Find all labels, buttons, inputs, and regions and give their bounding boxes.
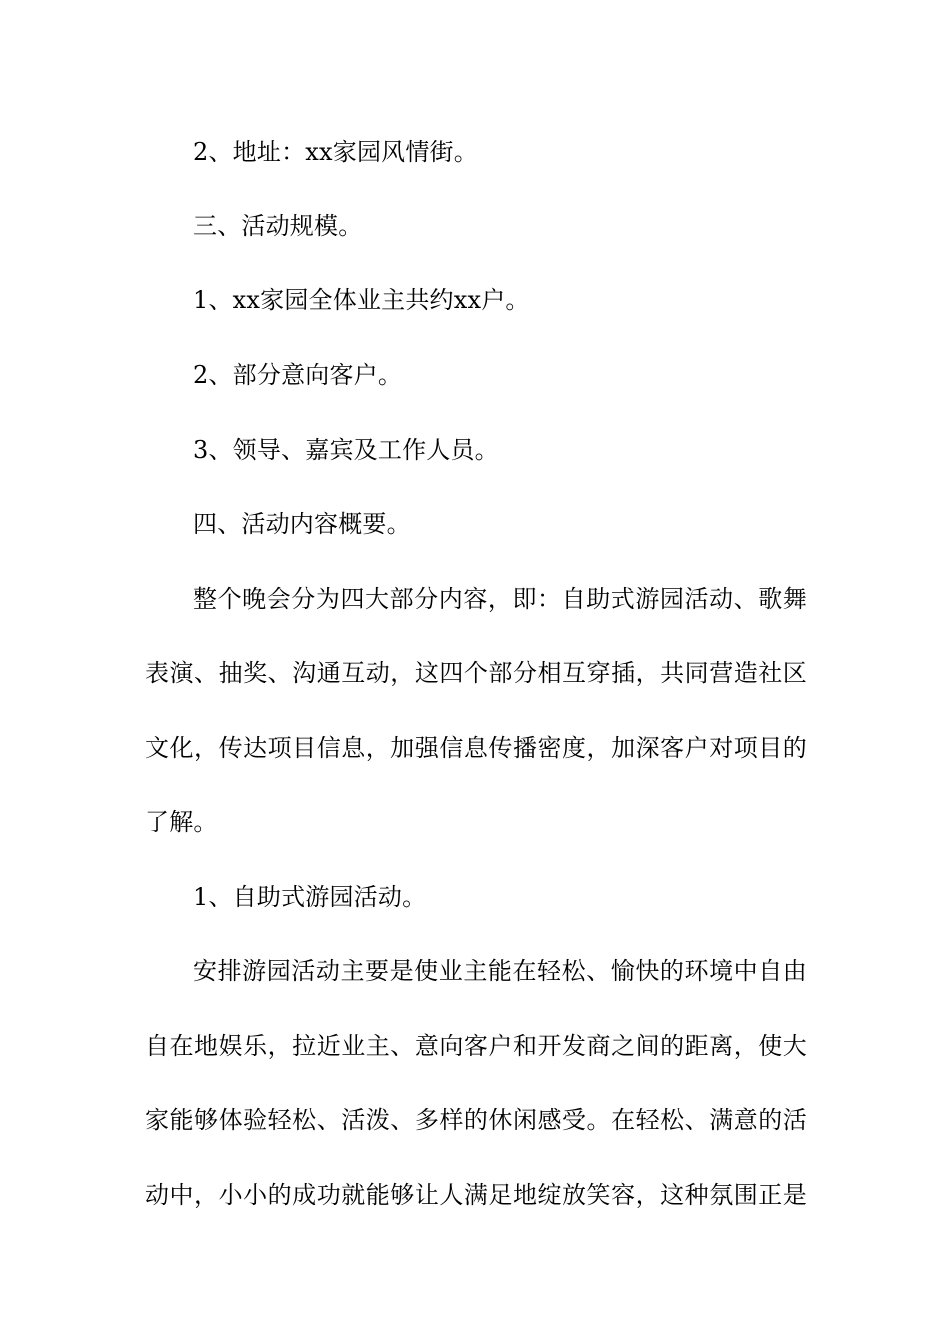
scale-item-owners: 1、xx家园全体业主共约xx户。 bbox=[193, 286, 530, 314]
paragraph-line: 自在地娱乐，拉近业主、意向客户和开发商之间的距离，使大 bbox=[145, 1032, 807, 1060]
paragraph-line: 表演、抽奖、沟通互动，这四个部分相互穿插，共同营造社区 bbox=[145, 659, 807, 687]
scale-item-staff: 3、领导、嘉宾及工作人员。 bbox=[193, 436, 499, 464]
paragraph-line: 动中，小小的成功就能够让人满足地绽放笑容，这种氛围正是 bbox=[145, 1181, 807, 1209]
subsection-heading: 1、自助式游园活动。 bbox=[193, 883, 427, 911]
scale-item-prospects: 2、部分意向客户。 bbox=[193, 361, 403, 389]
section-heading-content: 四、活动内容概要。 bbox=[193, 510, 411, 538]
address-item: 2、地址：xx家园风情街。 bbox=[193, 138, 478, 166]
paragraph-line: 安排游园活动主要是使业主能在轻松、愉快的环境中自由 bbox=[193, 957, 807, 985]
section-heading-scale: 三、活动规模。 bbox=[193, 212, 363, 240]
paragraph-line: 文化，传达项目信息，加强信息传播密度，加深客户对项目的 bbox=[145, 734, 807, 762]
paragraph-line: 整个晚会分为四大部分内容，即：自助式游园活动、歌舞 bbox=[193, 585, 807, 613]
paragraph-line: 了解。 bbox=[145, 808, 218, 836]
paragraph-line: 家能够体验轻松、活泼、多样的休闲感受。在轻松、满意的活 bbox=[145, 1106, 807, 1134]
